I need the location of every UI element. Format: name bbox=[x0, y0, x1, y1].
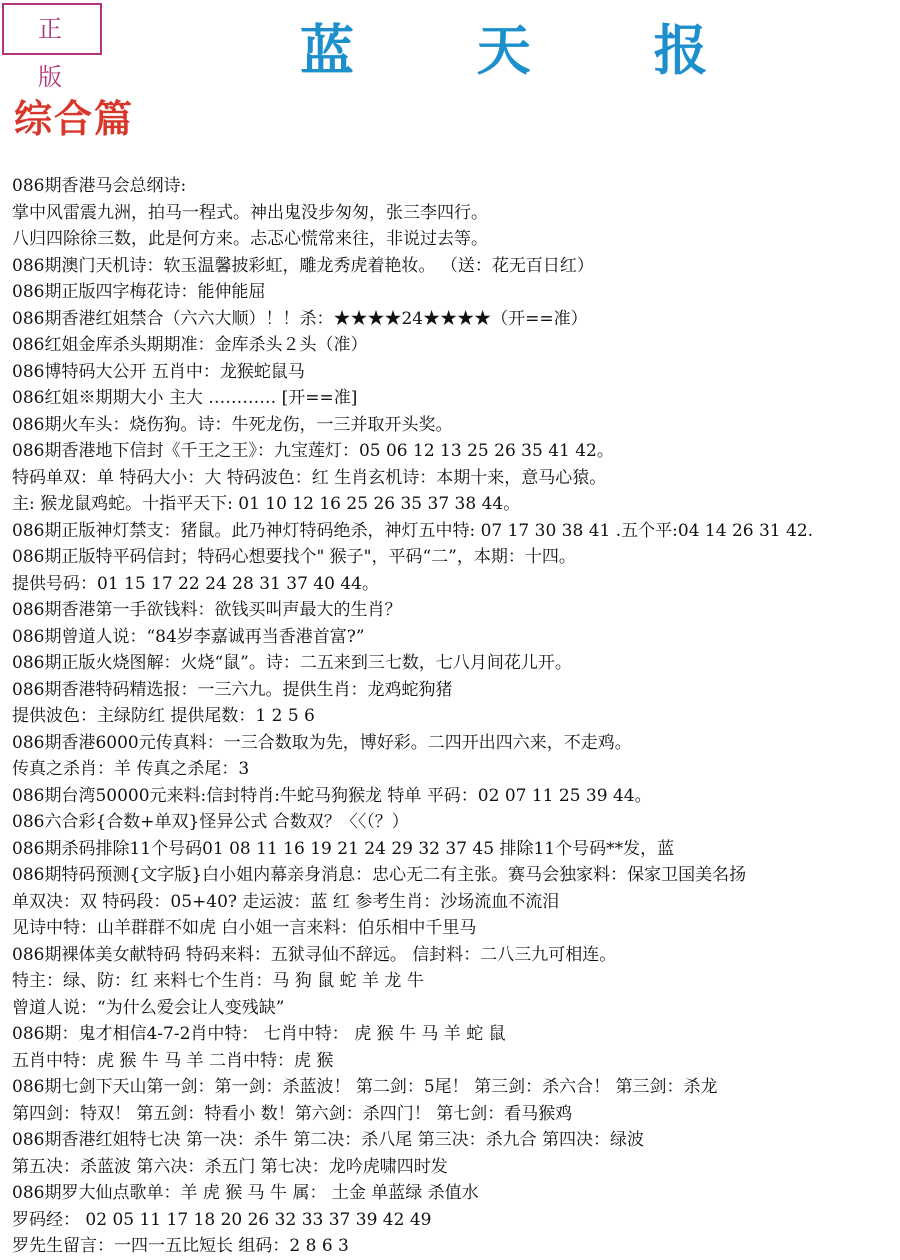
text-line: 传真之杀肖：羊 传真之杀尾：3 bbox=[12, 759, 250, 779]
text-line: 086期香港地下信封《千王之王》：九宝莲灯：05 06 12 13 25 26 35 41 42。 bbox=[12, 441, 614, 461]
text-line: 掌中风雷震九洲，拍马一程式。神出鬼没步匆匆，张三李四行。 bbox=[12, 202, 488, 223]
text-line: 罗先生留言：一四一五比短长 组码：2 8 6 3 bbox=[12, 1236, 349, 1256]
text-line: 086期香港红姐禁合（六六大顺）！！杀：★★★★24★★★★（开==准） bbox=[12, 308, 588, 329]
text-line: 086期香港6000元传真料：一三合数取为先，博好彩。二四开出四六来，不走鸡。 bbox=[12, 732, 632, 753]
text-line: 086期香港第一手欲钱料：欲钱买叫声最大的生肖？ bbox=[12, 600, 402, 620]
text-line: 086期台湾50000元来料:信封特肖:牛蛇马狗猴龙 特单 平码：02 07 11 25 39 44。 bbox=[12, 785, 652, 806]
text-line: 086红姐金库杀头期期准：金库杀头２头（准） bbox=[12, 335, 368, 355]
text-line: 086期裸体美女献特码 特码来料：五狱寻仙不辞远。 信封料：二八三九可相连。 bbox=[12, 944, 617, 965]
section-heading: 综合篇 bbox=[14, 96, 135, 141]
text-line: 五肖中特：虎 猴 牛 马 羊 二肖中特：虎 猴 bbox=[12, 1050, 334, 1071]
text-line: 086期正版神灯禁支：猪鼠。此乃神灯特码绝杀，神灯五中特: 07 17 30 38 41 .五个平:04 14 26 31 42. bbox=[12, 520, 814, 541]
text-line: 086期杀码排除11个号码01 08 11 16 19 21 24 29 32 37 45 排除11个号码**发，蓝 bbox=[12, 838, 675, 859]
text-line: 086期正版特平码信封；特码心想要找个" 猴子"，平码“二”，本期：十四。 bbox=[12, 547, 576, 567]
text-line: 086博特码大公开 五肖中：龙猴蛇鼠马 bbox=[12, 361, 305, 382]
text-line: 086期正版火烧图解：火烧“鼠”。诗：二五来到三七数，七八月间花儿开。 bbox=[12, 653, 572, 673]
text-line: 086期香港马会总纲诗: bbox=[12, 176, 187, 196]
text-line: 086期火车头：烧伤狗。诗：牛死龙伤，一三并取开头奖。 bbox=[12, 414, 453, 435]
text-line: 086期七剑下天山第一剑：第一剑：杀蓝波！ 第二剑：5尾！ 第三剑：杀六合！ 第三剑：杀龙 bbox=[12, 1077, 718, 1097]
text-line: 主: 猴龙鼠鸡蛇。十指平天下: 01 10 12 16 25 26 35 37 38 44。 bbox=[12, 494, 521, 514]
text-line: 086期特码预测{文字版}白小姐内幕亲身消息：忠心无二有主张。赛马会独家料：保家卫国美名扬 bbox=[12, 865, 747, 885]
text-line: 086期曾道人说：“84岁李嘉诚再当香港首富?” bbox=[12, 626, 365, 647]
text-line: 086期罗大仙点歌单：羊 虎 猴 马 牛 属： 土金 单蓝绿 杀值水 bbox=[12, 1183, 479, 1203]
edition-badge: 正 版 bbox=[2, 3, 102, 55]
text-line: 第五决：杀蓝波 第六决：杀五门 第七决：龙吟虎啸四时发 bbox=[12, 1156, 448, 1177]
text-line: 086期：鬼才相信4-7-2肖中特： 七肖中特： 虎 猴 牛 马 羊 蛇 鼠 bbox=[12, 1024, 506, 1044]
page-title: 蓝 天 报 bbox=[300, 18, 760, 82]
text-line: 见诗中特：山羊群群不如虎 白小姐一言来料：伯乐相中千里马 bbox=[12, 918, 477, 938]
article-body bbox=[12, 173, 896, 1260]
text-line: 特主：绿、防：红 来料七个生肖：马 狗 鼠 蛇 羊 龙 牛 bbox=[12, 971, 424, 991]
text-line: 086期澳门天机诗：软玉温馨披彩虹，雕龙秀虎着艳妆。 （送：花无百日红） bbox=[12, 255, 594, 276]
text-line: 提供号码：01 15 17 22 24 28 31 37 40 44。 bbox=[12, 573, 379, 594]
text-line: 特码单双：单 特码大小：大 特码波色：红 生肖玄机诗：本期十来，意马心猿。 bbox=[12, 467, 607, 488]
text-line: 086期香港红姐特七决 第一决：杀牛 第二决：杀八尾 第三决：杀九合 第四决：绿波 bbox=[12, 1130, 645, 1150]
text-line: 单双决：双 特码段：05+40? 走运波：蓝 红 参考生肖：沙场流血不流泪 bbox=[12, 891, 560, 912]
text-line: 第四剑：特双！ 第五剑：特看小 数！第六剑：杀四门！ 第七剑：看马猴鸡 bbox=[12, 1103, 573, 1124]
text-line: 提供波色：主绿防红 提供尾数：1 2 5 6 bbox=[12, 706, 315, 726]
text-line: 086红姐※期期大小 主大 ………… [开==准] bbox=[12, 388, 358, 408]
text-line: 罗码经： 02 05 11 17 18 20 26 32 33 37 39 42 49 bbox=[12, 1209, 432, 1230]
text-line: 086六合彩{合数+单双}怪异公式 合数双？〈〈（？） bbox=[12, 812, 409, 832]
text-line: 曾道人说：“为什么爱会让人变残缺” bbox=[12, 997, 285, 1018]
text-line: 086期香港特码精选报：一三六九。提供生肖：龙鸡蛇狗猪 bbox=[12, 679, 453, 700]
text-line: 八归四除徐三数，此是何方来。忐忑心慌常来往，非说过去等。 bbox=[12, 229, 488, 249]
text-line: 086期正版四字梅花诗：能伸能屈 bbox=[12, 282, 266, 302]
